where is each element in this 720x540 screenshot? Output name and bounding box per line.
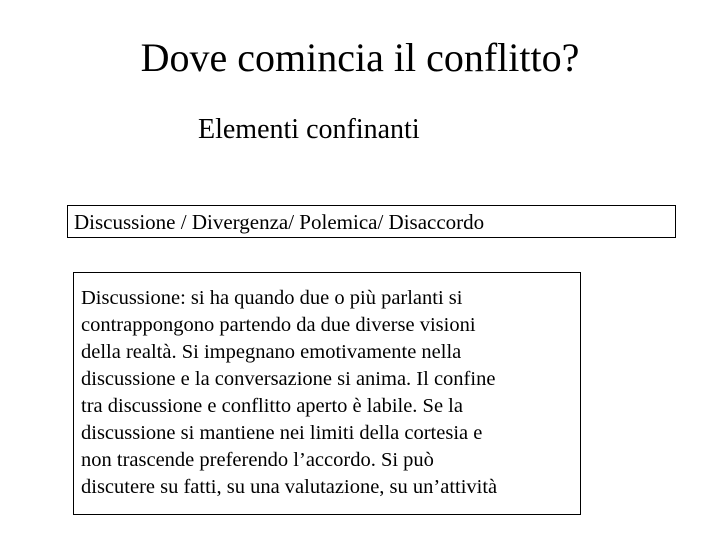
slide-title: Dove comincia il conflitto? — [140, 35, 580, 80]
terms-text: Discussione / Divergenza/ Polemica/ Disaccordo — [74, 210, 485, 234]
definition-line: contrappongono partendo da due diverse visioni — [81, 314, 476, 336]
definition-term: Discussione — [81, 287, 181, 309]
definition-line: non trascende preferendo l’accordo. Si può — [81, 449, 434, 471]
slide-subtitle: Elementi confinanti — [198, 114, 420, 145]
definition-text: : si ha quando due o più parlanti si — [180, 287, 463, 309]
definition-line: discussione si mantiene nei limiti della cortesia e — [81, 422, 483, 444]
terms-box — [67, 205, 676, 238]
definition-line — [81, 285, 580, 312]
definition-line: della realtà. Si impegnano emotivamente nella — [81, 341, 462, 363]
definition-line: discussione e la conversazione si anima. Il confine — [81, 368, 496, 390]
definition-line: tra discussione e conflitto aperto è labile. Se la — [81, 395, 463, 417]
definition-box — [73, 272, 581, 515]
definition-line: discutere su fatti, su una valutazione, su un’attività — [81, 476, 498, 498]
